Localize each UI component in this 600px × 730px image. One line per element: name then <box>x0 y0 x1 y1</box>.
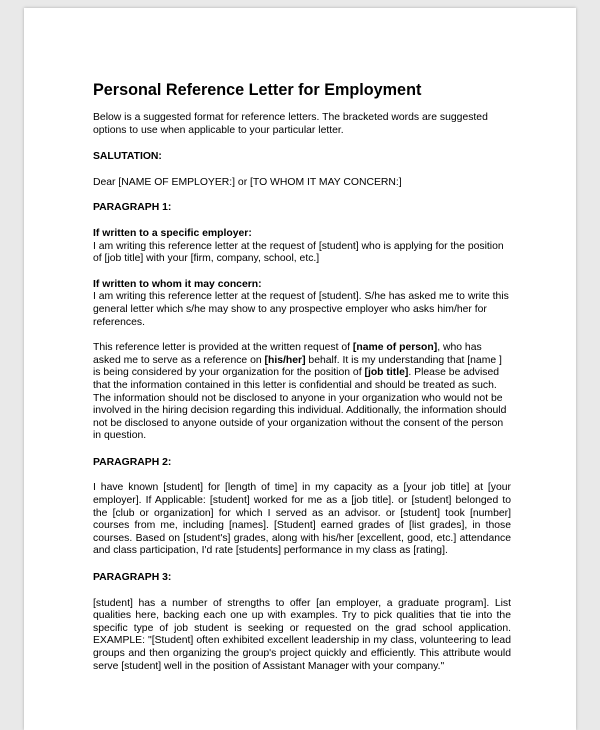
document-title: Personal Reference Letter for Employment <box>93 81 422 99</box>
paragraph1-heading: PARAGRAPH 1: <box>93 202 172 214</box>
job-title-placeholder: [job title] <box>364 367 409 379</box>
paragraph3-text: [student] has a number of strengths to offer [an employer, a graduate program]. List qualities here, backing each one up with examples. Try to pick qualities that tie into the specific type of job student is seeking or requested on the grad school application. EXAMPLE: "[Student] often exhibited excellent leadership in my class, volunteering to lead groups and then organizing the group's project quickly and efficiently. This attribute would serve [student] well in the position of Assistant Manager with your company." <box>93 597 511 672</box>
paragraph1-body <box>93 342 511 443</box>
paragraph2-heading: PARAGRAPH 2: <box>93 456 172 468</box>
specific-employer-heading: If written to a specific employer: <box>93 227 252 239</box>
intro-text: Below is a suggested format for reference letters. The bracketed words are suggested options to use when applicable to your particular letter. <box>93 112 488 136</box>
paragraph1-body-part1: This reference letter is provided at the written request of <box>93 342 353 354</box>
paragraph1-body-part3: behalf. It is my understanding that [name ] is being considered by your organization for the position of <box>93 354 502 379</box>
paragraph2-text: I have known [student] for [length of time] in my capacity as a [your job title] at [your employer]. If Applicable: [student] worked for me as a [job title]. or [student] belonged to the [club or organization] for which I served as an advisor. or [student] took [number] courses from me, including [names]. [Student] earned grades of [list grades], in those courses. Based on [student's] grades, along with his/her [excellent, good, etc.] attendance and class participation, I'd rate [students] performance in my class as [rating]. <box>93 482 511 557</box>
paragraph1-body-part2: , who has asked me to serve as a reference on <box>93 342 482 366</box>
document-page <box>24 8 576 730</box>
salutation-text: Dear [NAME OF EMPLOYER:] or [TO WHOM IT MAY CONCERN:] <box>93 176 402 188</box>
whom-it-may-concern-text: I am writing this reference letter at the request of [student]. S/he has asked me to write this general letter which s/he may show to any prospective employer who asks him/her for references. <box>93 291 509 328</box>
salutation-heading: SALUTATION: <box>93 151 162 163</box>
specific-employer-text: I am writing this reference letter at the request of [student] who is applying for the position of [job title] with your [firm, company, school, etc.] <box>93 240 504 265</box>
whom-it-may-concern-heading: If written to whom it may concern: <box>93 278 262 290</box>
paragraph1-body-part4: . Please be advised that the information contained in this letter is confidential and should be treated as such. The information should not be disclosed to anyone in your organization who would not be involved in the hiring decision regarding this individual. Additionally, the information should not be disclosed to anyone outside of your organization without the consent of the person in question. <box>93 367 507 442</box>
pronoun-placeholder: [his/her] <box>264 354 306 366</box>
document-content <box>93 80 511 673</box>
paragraph3-heading: PARAGRAPH 3: <box>93 572 172 584</box>
name-of-person-placeholder: [name of person] <box>352 342 438 354</box>
